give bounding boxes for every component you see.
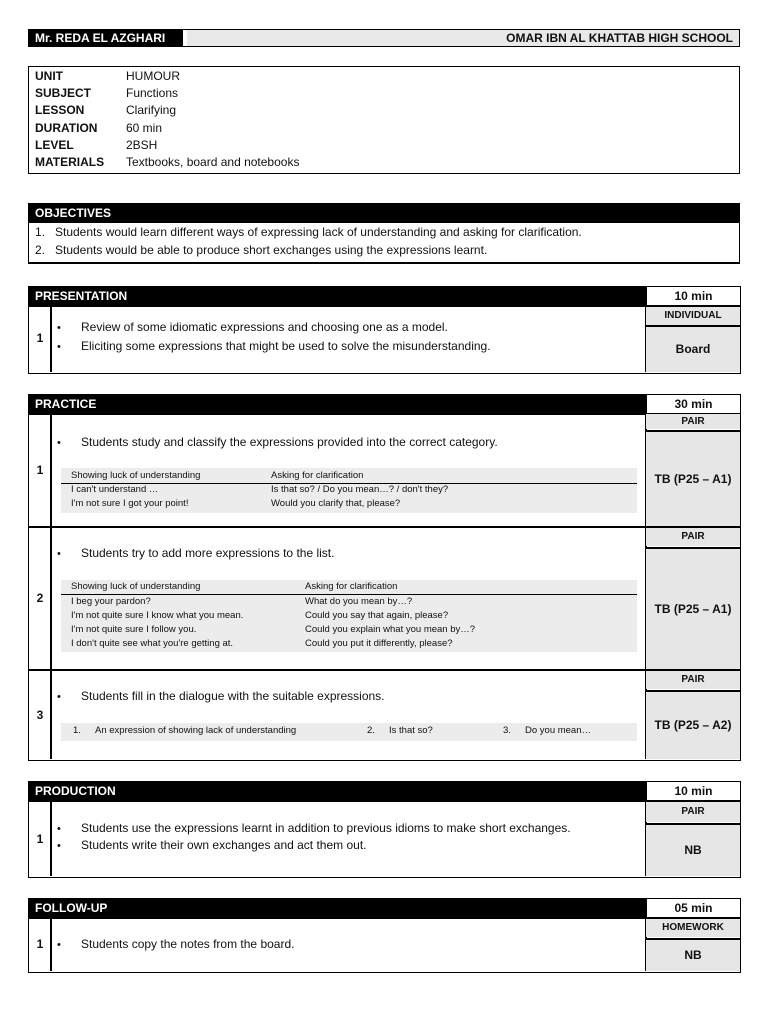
bullet-text: Students study and classify the expressions provided into the correct category. <box>81 435 498 449</box>
table-cell: Is that so? / Do you mean…? / don't they? <box>271 484 449 495</box>
bullet-text: Students fill in the dialogue with the suitable expressions. <box>81 689 385 703</box>
row-divider <box>29 917 740 919</box>
bullet-text: Students try to add more expressions to the list. <box>81 546 335 560</box>
row-divider <box>29 526 740 528</box>
table-cell: What do you mean by…? <box>305 596 413 607</box>
grouping-tag: INDIVIDUAL <box>646 307 740 325</box>
step-number: 1 <box>36 331 44 345</box>
table-cell: I don't quite see what you're getting at. <box>71 638 234 649</box>
table-cell: Could you put it differently, please? <box>305 638 453 649</box>
bullet-icon: • <box>57 548 61 560</box>
step-number: 1 <box>36 832 44 846</box>
row-divider <box>29 305 740 307</box>
info-key: LEVEL <box>35 138 74 152</box>
info-key: SUBJECT <box>35 86 92 100</box>
answers-row <box>61 723 637 741</box>
bullet-item <box>57 339 491 353</box>
row-divider <box>29 800 740 802</box>
info-key: DURATION <box>35 121 98 135</box>
info-value: Functions <box>126 86 179 100</box>
info-key: MATERIALS <box>35 155 105 169</box>
table-cell: I can't understand … <box>71 484 159 495</box>
resource-label: Board <box>646 327 740 372</box>
presentation-title: PRESENTATION <box>29 287 646 305</box>
table-cell: I'm not quite sure I follow you. <box>71 624 197 635</box>
objective-item <box>35 223 582 241</box>
resource-label: TB (P25 – A2) <box>646 692 740 759</box>
bullet-text: Students copy the notes from the board. <box>81 937 295 951</box>
bullet-text: Eliciting some expressions that might be used to solve the misunderstanding. <box>81 339 491 353</box>
header-divider <box>183 30 187 46</box>
objectives-box <box>28 203 740 264</box>
expressions-table-2 <box>61 580 637 652</box>
bullet-icon: • <box>57 939 61 951</box>
info-value: 60 min <box>126 121 163 135</box>
objective-text: Students would learn different ways of expressing lack of understanding and asking for clarification. <box>55 225 582 239</box>
objective-item <box>35 241 487 259</box>
production-title: PRODUCTION <box>29 782 646 800</box>
objective-number: 1. <box>35 225 46 239</box>
bullet-icon: • <box>57 691 61 703</box>
table-cell: I'm not sure I got your point! <box>71 498 189 509</box>
answer-number: 3. <box>503 725 511 736</box>
bullet-item <box>57 689 385 703</box>
teacher-name: Mr. REDA EL AZGHARI <box>29 30 183 46</box>
bullet-item <box>57 320 448 334</box>
followup-section <box>28 898 741 973</box>
presentation-section <box>28 286 741 374</box>
bullet-item <box>57 546 334 560</box>
lesson-info-table <box>28 66 740 174</box>
bullet-icon: • <box>57 437 61 449</box>
bullet-item <box>57 937 294 951</box>
table-cell: Could you say that again, please? <box>305 610 449 621</box>
table-cell: Would you clarify that, please? <box>271 498 401 509</box>
table-cell: I'm not quite sure I know what you mean. <box>71 610 244 621</box>
col-header: Showing luck of understanding <box>71 470 201 481</box>
bullet-item <box>57 838 367 852</box>
bullet-text: Students use the expressions learnt in addition to previous idioms to make short exchanges. <box>81 821 571 835</box>
resource-label: TB (P25 – A1) <box>646 432 740 526</box>
expressions-table-1 <box>61 468 637 513</box>
objective-number: 2. <box>35 243 46 257</box>
table-rule <box>61 594 637 595</box>
followup-title: FOLLOW-UP <box>29 899 646 917</box>
bullet-icon: • <box>57 341 61 353</box>
grouping-tag: PAIR <box>646 528 740 546</box>
bullet-text: Review of some idiomatic expressions and choosing one as a model. <box>81 320 448 334</box>
bullet-icon: • <box>57 840 61 852</box>
table-cell: Could you explain what you mean by…? <box>305 624 476 635</box>
presentation-time: 10 min <box>646 287 740 305</box>
step-number: 1 <box>36 937 44 951</box>
resource-label: NB <box>646 940 740 971</box>
info-key: UNIT <box>35 69 63 83</box>
step-number: 1 <box>36 463 44 477</box>
school-name: OMAR IBN AL KHATTAB HIGH SCHOOL <box>506 31 733 45</box>
row-divider <box>29 413 740 415</box>
bullet-icon: • <box>57 823 61 835</box>
resource-label: NB <box>646 825 740 876</box>
followup-time: 05 min <box>646 899 740 917</box>
production-time: 10 min <box>646 782 740 800</box>
grouping-tag: HOMEWORK <box>646 919 740 937</box>
bullet-text: Students write their own exchanges and act them out. <box>81 838 367 852</box>
objective-text: Students would be able to produce short exchanges using the expressions learnt. <box>55 243 488 257</box>
bullet-item <box>57 435 498 449</box>
bullet-icon: • <box>57 322 61 334</box>
info-value: Clarifying <box>126 103 177 117</box>
objectives-title: OBJECTIVES <box>29 204 739 223</box>
info-value: HUMOUR <box>126 69 180 83</box>
info-key: LESSON <box>35 103 85 117</box>
step-number: 3 <box>36 708 44 722</box>
practice-title: PRACTICE <box>29 395 646 413</box>
grouping-tag: PAIR <box>646 414 740 429</box>
production-section <box>28 781 741 878</box>
col-header: Asking for clarification <box>305 581 398 592</box>
col-header: Asking for clarification <box>271 470 364 481</box>
answer-text: An expression of showing lack of understanding <box>95 725 297 736</box>
info-value: 2BSH <box>126 138 158 152</box>
page-header <box>28 29 740 47</box>
answer-text: Do you mean… <box>525 725 592 736</box>
grouping-tag: PAIR <box>646 671 740 689</box>
resource-label: TB (P25 – A1) <box>646 549 740 669</box>
table-cell: I beg your pardon? <box>71 596 151 607</box>
answer-number: 2. <box>367 725 375 736</box>
bullet-item <box>57 821 571 835</box>
answer-text: Is that so? <box>389 725 433 736</box>
answer-number: 1. <box>73 725 81 736</box>
row-divider <box>29 669 740 671</box>
col-header: Showing luck of understanding <box>71 581 201 592</box>
grouping-tag: PAIR <box>646 802 740 822</box>
practice-time: 30 min <box>646 395 740 413</box>
practice-section <box>28 394 741 761</box>
info-value: Textbooks, board and notebooks <box>126 155 300 169</box>
step-number: 2 <box>36 591 44 605</box>
